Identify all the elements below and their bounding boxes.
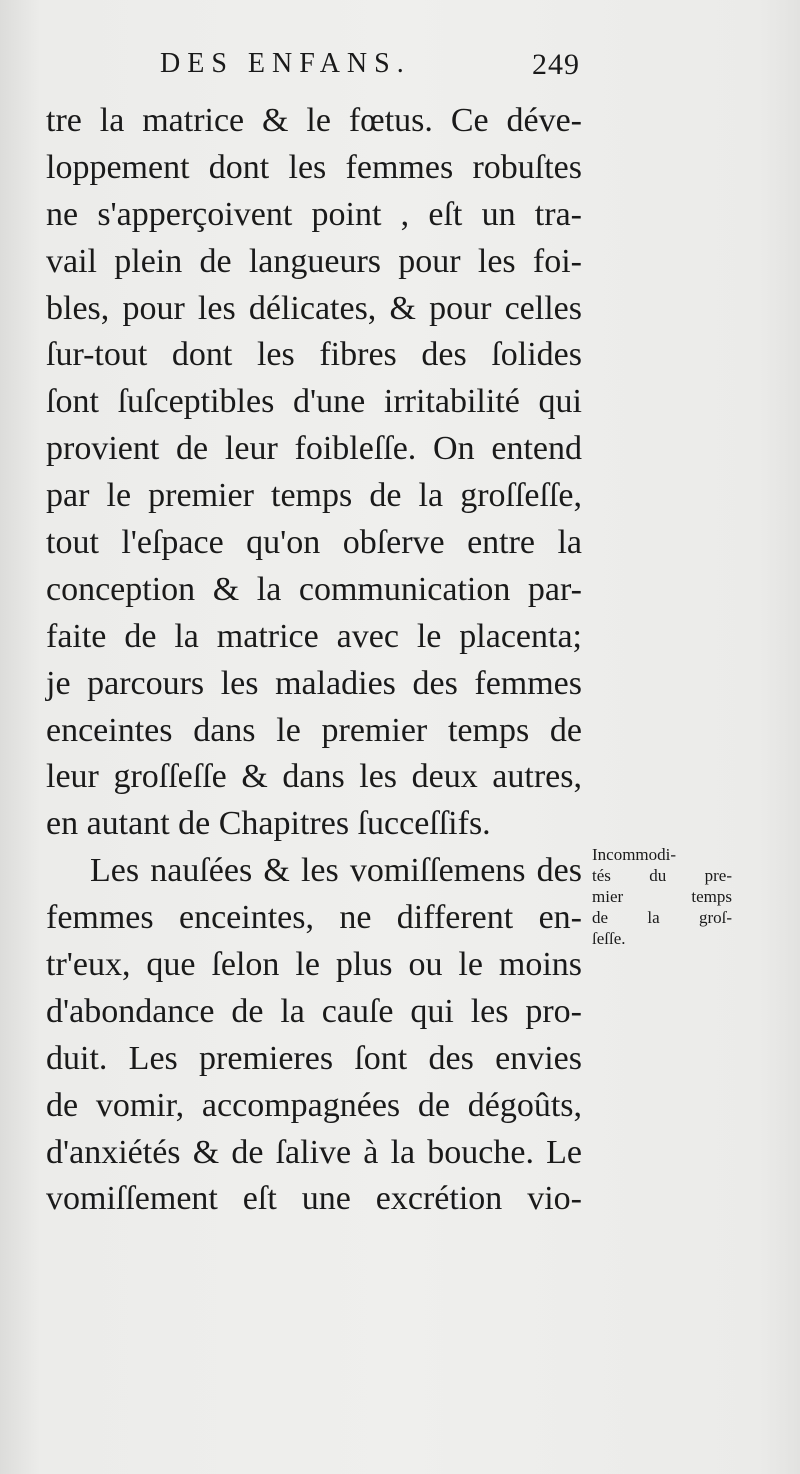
- text-line: faite de la matrice avec le placenta;: [46, 617, 582, 655]
- margin-note-line: tés du pre-: [592, 866, 732, 885]
- text-line: en autant de Chapitres ſucceſſifs.: [46, 805, 491, 843]
- margin-note: [592, 844, 732, 949]
- text-line: provient de leur foibleſſe. On entend: [46, 430, 582, 468]
- margin-note-line: ſeſſe.: [592, 929, 626, 948]
- text-line: duit. Les premieres ſont des envies: [46, 1039, 582, 1077]
- running-head: [160, 48, 580, 88]
- text-line: vail plein de langueurs pour les foi-: [46, 242, 582, 280]
- text-line: d'abondance de la cauſe qui les pro-: [46, 992, 582, 1030]
- text-line: loppement dont les femmes robuſtes: [46, 148, 582, 186]
- text-line: leur groſſeſſe & dans les deux autres,: [46, 758, 582, 796]
- margin-note-line: mier temps: [592, 887, 732, 906]
- text-line: ne s'apperçoivent point , eſt un tra-: [46, 195, 582, 233]
- text-line: Les nauſées & les vomiſſemens des: [90, 852, 582, 890]
- text-line: bles, pour les délicates, & pour celles: [46, 289, 582, 327]
- margin-note-line: Incommodi-: [592, 845, 677, 864]
- text-line: tr'eux, que ſelon le plus ou le moins: [46, 946, 582, 984]
- text-line: par le premier temps de la groſſeſſe,: [46, 477, 582, 515]
- body-text: [46, 98, 582, 1223]
- text-line: vomiſſement eſt une excrétion vio-: [46, 1180, 582, 1218]
- margin-note-line: de la groſ-: [592, 908, 732, 927]
- text-line: conception & la communication par-: [46, 570, 582, 608]
- text-line: je parcours les maladies des femmes: [46, 664, 582, 702]
- text-line: ſur-tout dont les fibres des ſolides: [46, 336, 582, 374]
- text-line: tout l'eſpace qu'on obſerve entre la: [46, 524, 582, 562]
- running-title: DES ENFANS.: [160, 48, 411, 79]
- page-number: 249: [532, 48, 580, 81]
- text-line: tre la matrice & le fœtus. Ce déve-: [46, 102, 582, 139]
- text-line: enceintes dans le premier temps de: [46, 711, 582, 749]
- text-line: ſont ſuſceptibles d'une irritabilité qui: [46, 383, 582, 421]
- text-line: femmes enceintes, ne different en-: [46, 899, 582, 937]
- text-line: de vomir, accompagnées de dégoûts,: [46, 1086, 582, 1124]
- text-line: d'anxiétés & de ſalive à la bouche. Le: [46, 1133, 582, 1171]
